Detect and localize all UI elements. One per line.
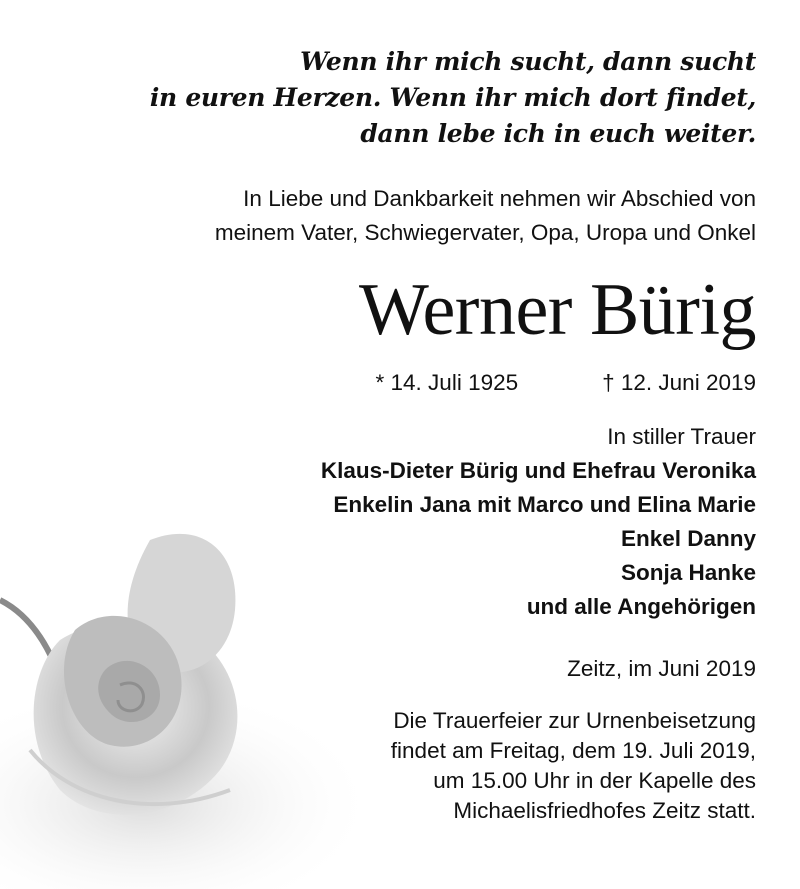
death-date: † 12. Juni 2019	[602, 370, 756, 395]
mourning-intro: In stiller Trauer	[607, 424, 756, 449]
family-member: Enkelin Jana mit Marco und Elina Marie	[333, 492, 756, 517]
family-member: Klaus-Dieter Bürig und Ehefrau Veronika	[320, 458, 756, 483]
funeral-line: findet am Freitag, dem 19. Juli 2019,	[390, 738, 756, 763]
family-member: und alle Angehörigen	[526, 594, 756, 619]
intro-text	[60, 182, 756, 250]
quote-line: dann lebe ich in euch weiter.	[360, 119, 756, 148]
quote-line: Wenn ihr mich sucht, dann sucht	[300, 47, 756, 76]
place-date: Zeitz, im Juni 2019	[567, 656, 756, 681]
quote-line: in euren Herzen. Wenn ihr mich dort findet,	[149, 83, 756, 112]
quote-block	[60, 44, 756, 152]
family-list	[60, 454, 756, 624]
funeral-line: Die Trauerfeier zur Urnenbeisetzung	[393, 708, 756, 733]
birth-date: * 14. Juli 1925	[375, 370, 519, 395]
family-member: Enkel Danny	[620, 526, 756, 551]
intro-line: In Liebe und Dankbarkeit nehmen wir Abschied von	[243, 186, 756, 211]
life-dates	[60, 368, 756, 398]
deceased-name: Werner Bürig	[359, 269, 756, 351]
funeral-line: Michaelisfriedhofes Zeitz statt.	[453, 798, 756, 823]
funeral-info	[60, 706, 756, 826]
funeral-line: um 15.00 Uhr in der Kapelle des	[433, 768, 756, 793]
intro-line: meinem Vater, Schwiegervater, Opa, Uropa und Onkel	[214, 220, 756, 245]
family-member: Sonja Hanke	[620, 560, 756, 585]
